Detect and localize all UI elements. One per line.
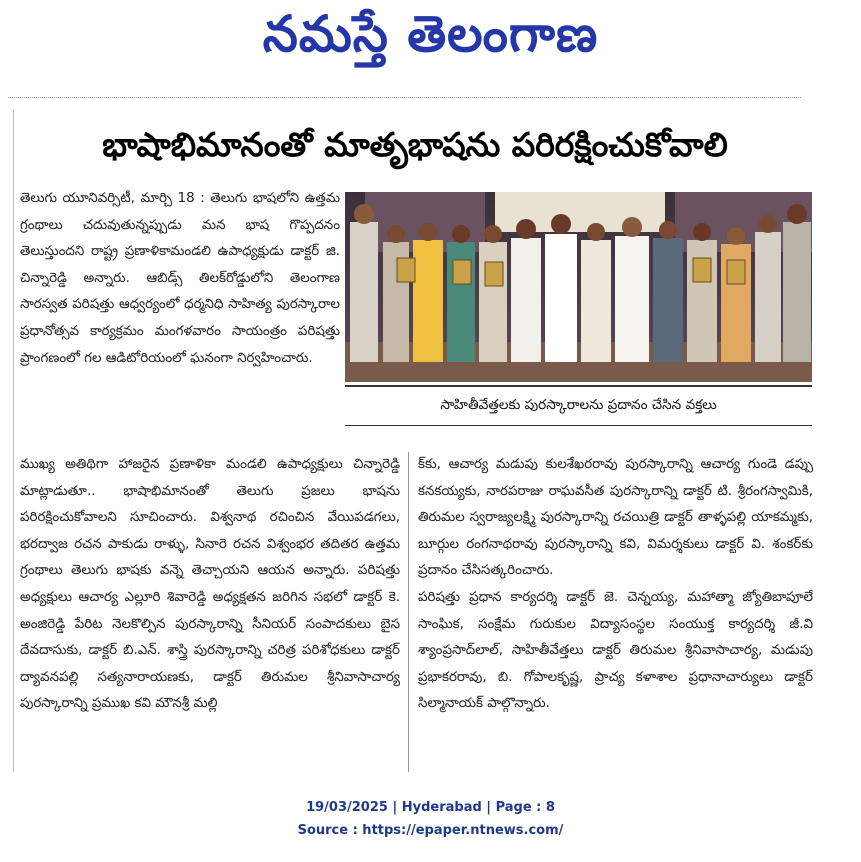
left-rule	[13, 110, 14, 772]
paragraph-4: పరిషత్తు ప్రధాన కార్యదర్శి డాక్టర్ జె. చెన్నయ్య, మహాత్మా జ్యోతిబాపూలే సాంఘిక, సంక్షేమ గురుకుల విద్యాసంస్థల సంయుక్త కార్యదర్శి జీ.వి శ్యాంప్రసాద్‌లాల్, సాహితీవేత్తలు డాక్టర్ తిరుమల శ్రీనివాసాచార్య, మడుపు ప్రభాకరరావు, బి. గోపాలకృష్ణ, ప్రాచ్య కళాశాల ప్రధానాచార్యులు డాక్టర్ సిల్మానాయక్ పాల్గొన్నారు.	[418, 589, 813, 712]
article-headline: భాషాభిమానంతో మాతృభాషను పరిరక్షించుకోవాలి	[102, 125, 728, 164]
article-column-right	[418, 452, 813, 718]
footer-source: Source : https://epaper.ntnews.com/	[297, 823, 564, 838]
event-photo	[345, 192, 812, 382]
paragraph-1: తెలుగు యూనివర్సిటీ, మార్చి 18 : తెలుగు భాషలోని ఉత్తమ గ్రంథాలు చదువుతున్నప్పుడు మన భాష గొప్పదనం తెలుస్తుందని రాష్ట్ర ప్రణాళికామండలి ఉపాధ్యక్షుడు డాక్టర్ జి. చిన్నారెడ్డి అన్నారు. ఆబిడ్స్ తిలక్‌రోడ్డులోని తెలంగాణ సారస్వత పరిషత్తు ఆధ్వర్యంలో ధర్మనిధి సాహిత్య పురస్కారాల ప్రధానోత్సవ కార్యక్రమం మంగళవారం సాయంత్రం పరిషత్తు ప్రాంగణంలో గల ఆడిటోరియంలో ఘనంగా నిర్వహించారు.	[20, 191, 340, 366]
paragraph-2: ముఖ్య అతిథిగా హాజరైన ప్రణాళికా మండలి ఉపాధ్యక్షులు చిన్నారెడ్డి మాట్లాడుతూ.. భాషాభిమానంతో తెలుగు ప్రజలు భాషను పరిరక్షించుకోవాలని సూచించారు. విశ్వనాథ రచించిన వేయిపడగలు, భరద్వాజ రచన పాకుడు రాళ్ళు, సినారె రచన విశ్వంభర తదితర ఉత్తమ గ్రంథాలు తెలుగు భాషకు వన్నె తెచ్చాయని ఆయన అన్నారు. పరిషత్తు అధ్యక్షులు ఆచార్య ఎల్లూరి శివారెడ్డి అధ్యక్షతన జరిగిన సభలో డాక్టర్ కె. అంజిరెడ్డి పేరిట నెలకొల్పిన పురస్కారాన్ని సీనియర్ సంపాదకులు బైస దేవదాసుకు, డాక్టర్ బి.ఎన్. శాస్త్రి పురస్కారాన్ని చరిత్ర పరిశోధకులు డాక్టర్ ద్యావనపల్లి సత్యనారాయణకు, డాక్టర్ తిరుమల శ్రీనివాసాచార్య పురస్కారాన్ని ప్రముఖ కవి మౌనశ్రీ మల్లి	[20, 457, 400, 712]
footer-dateline: 19/03/2025 | Hyderabad | Page : 8	[306, 800, 555, 815]
article-column-intro	[20, 186, 340, 372]
column-rule	[408, 452, 409, 772]
photo-caption: సాహితీవేత్తలకు పురస్కారాలను ప్రదానం చేసిన వక్తలు	[345, 385, 812, 426]
masthead	[0, 0, 861, 80]
paragraph-3: క్‌కు, ఆచార్య మడుపు కులశేఖరరావు పురస్కారాన్ని ఆచార్య గుండె డప్పు కనకయ్యకు, నారపరాజు రాఘవసీత పురస్కారాన్ని డాక్టర్ టి. శ్రీరంగస్వామికి, తిరుమల స్వరాజ్యలక్ష్మి పురస్కారాన్ని రచయిత్రి డాక్టర్ తాళ్ళపల్లి యాకమ్మకు, బూర్గుల రంగనాథరావు పురస్కారాన్ని కవి, విమర్శకులు డాక్టర్ వి. శంకర్‌కు ప్రదానం చేసిసత్కరించారు.	[418, 457, 813, 579]
article-column-left	[20, 452, 400, 718]
event-photo-illustration	[345, 192, 812, 382]
masthead-rule	[8, 97, 801, 106]
newspaper-title: నమస్తే తెలంగాణ	[262, 4, 599, 63]
